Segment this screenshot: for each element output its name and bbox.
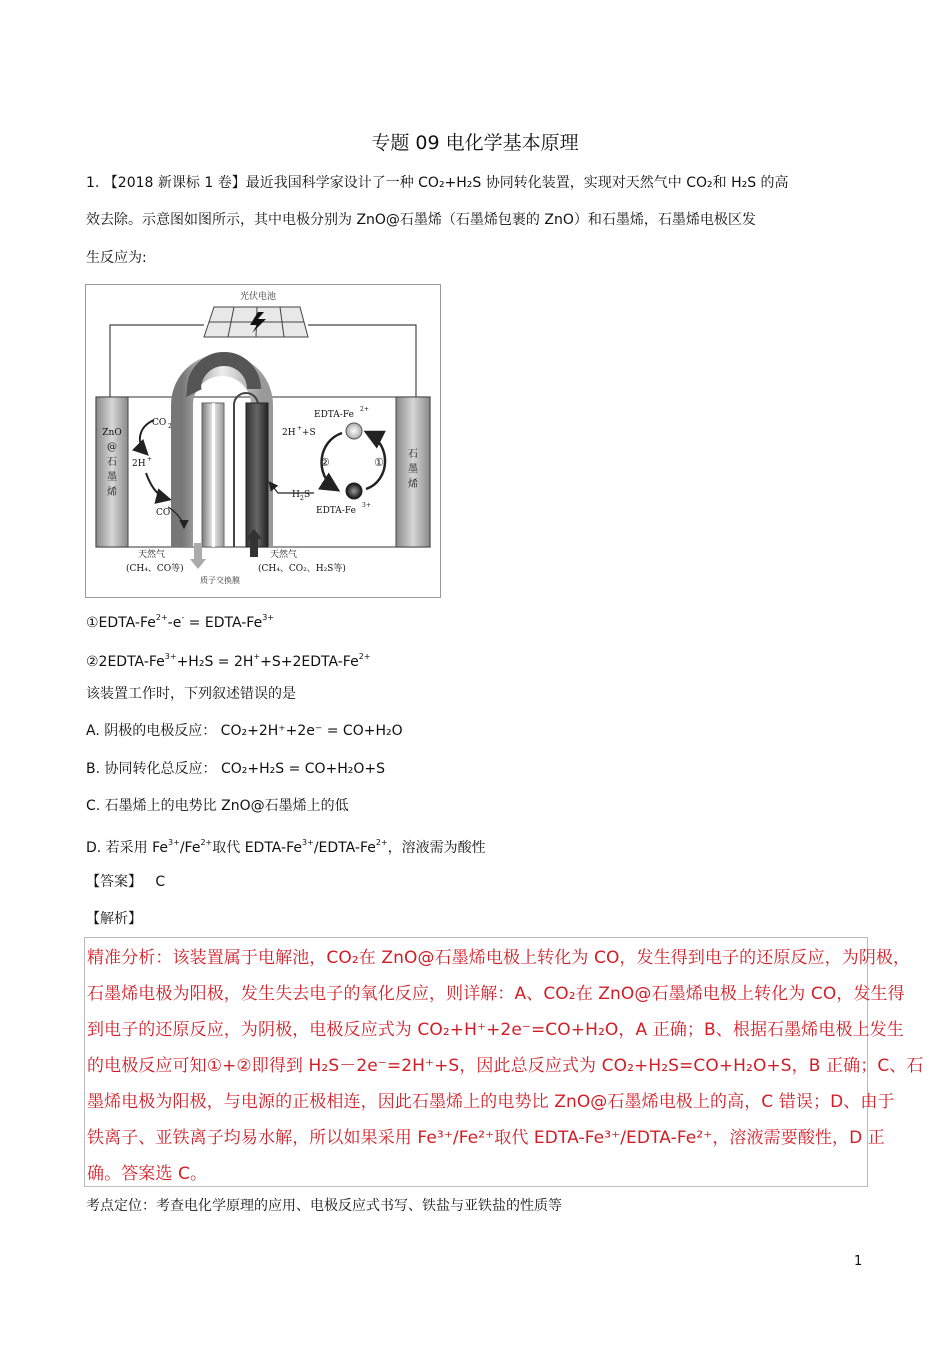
electrochemical-device-figure xyxy=(85,284,441,598)
svg-text:质子交换膜: 质子交换膜 xyxy=(200,576,240,585)
svg-text:2+: 2+ xyxy=(360,406,369,413)
reaction-1: ①EDTA-$Fe^{2+}-e^-$ = EDTA-$Fe^{3+}$ xyxy=(86,613,274,631)
svg-text:+S: +S xyxy=(302,428,316,438)
svg-text:(CH₄、CO₂、H₂S等): (CH₄、CO₂、H₂S等) xyxy=(258,564,346,574)
svg-text:ZnO: ZnO xyxy=(102,428,122,438)
svg-text:H: H xyxy=(292,490,300,500)
svg-text:①: ① xyxy=(374,456,384,469)
svg-text:S: S xyxy=(304,490,311,500)
svg-text:石: 石 xyxy=(107,457,117,468)
analysis-line: 确。答案选 C。 xyxy=(87,1164,208,1184)
question-ask: 该装置工作时，下列叙述错误的是 xyxy=(86,686,296,702)
analysis-box xyxy=(84,937,924,1187)
answer-label: 【答案】 xyxy=(86,874,142,890)
svg-text:@: @ xyxy=(107,442,117,453)
svg-text:+: + xyxy=(147,456,153,463)
svg-text:②: ② xyxy=(320,456,330,469)
kaodian: 考点定位：考查电化学原理的应用、电极反应式书写、铁盐与亚铁盐的性质等 xyxy=(86,1198,562,1214)
analysis-line: 的电极反应可知①+②即得到 H₂S－2e⁻=2H⁺+S，因此总反应式为 CO₂+H₂S=CO+H₂O+S，B 正确；C、石 xyxy=(87,1056,924,1076)
svg-text:+: + xyxy=(297,425,303,432)
analysis-line: 到电子的还原反应，为阴极，电极反应式为 CO₂+H⁺+2e⁻=CO+H₂O，A 正确；B、根据石墨烯电极上发生 xyxy=(87,1020,904,1040)
analysis-line: 铁离子、亚铁离子均易水解，所以如果采用 Fe³⁺/Fe²⁺取代 EDTA-Fe³⁺/EDTA-Fe²⁺，溶液需要酸性，D 正 xyxy=(87,1128,885,1148)
answer-row xyxy=(86,872,165,892)
svg-text:墨: 墨 xyxy=(107,472,117,483)
panel-label: 光伏电池 xyxy=(239,292,277,302)
svg-text:天然气: 天然气 xyxy=(138,550,166,560)
question-stem-line3: 生反应为: xyxy=(86,250,147,266)
svg-text:2: 2 xyxy=(168,423,172,430)
analysis-line: 精准分析：该装置属于电解池，CO₂在 ZnO@石墨烯电极上转化为 CO，发生得到电子的还原反应，为阴极， xyxy=(87,948,911,968)
svg-text:CO: CO xyxy=(156,508,171,518)
svg-text:2: 2 xyxy=(300,495,304,502)
svg-text:(CH₄、CO等): (CH₄、CO等) xyxy=(126,564,184,574)
svg-text:2H: 2H xyxy=(132,459,146,469)
svg-text:CO: CO xyxy=(152,418,167,428)
analysis-label: 【解析】 xyxy=(86,911,142,927)
answer-value: C xyxy=(155,874,166,890)
option-b: B. 协同转化总反应： CO₂+H₂S = CO+H₂O+S xyxy=(86,761,386,777)
analysis-line: 石墨烯电极为阳极，发生失去电子的氧化反应，则详解：A、CO₂在 ZnO@石墨烯电极上转化为 CO，发生得 xyxy=(87,984,905,1004)
analysis-line: 墨烯电极为阳极，与电源的正极相连，因此石墨烯上的电势比 ZnO@石墨烯电极上的高，C 错误；D、由于 xyxy=(87,1092,895,1112)
svg-text:2H: 2H xyxy=(282,428,296,438)
analysis-text xyxy=(85,938,924,1192)
page-number: 1 xyxy=(854,1254,863,1269)
reaction-2: $②2EDTA-Fe^{3+}+H_2S$ = $2H^++S+2EDTA-Fe^{2+}$ xyxy=(86,652,371,670)
svg-text:EDTA-Fe: EDTA-Fe xyxy=(314,410,354,420)
svg-text:天然气: 天然气 xyxy=(270,550,298,560)
option-a: A. 阴极的电极反应： CO₂+2H⁺+2e⁻ = CO+H₂O xyxy=(86,723,403,739)
option-d: D. 若采用 $Fe^{3+}/Fe^{2+}$取代 EDTA-$Fe^{3+}/EDTA-Fe^{2+}$，溶液需为酸性 xyxy=(86,838,486,856)
svg-text:墨: 墨 xyxy=(408,464,418,475)
svg-text:烯: 烯 xyxy=(408,479,418,490)
svg-text:烯: 烯 xyxy=(107,487,117,498)
svg-text:EDTA-Fe: EDTA-Fe xyxy=(316,506,356,516)
solar-panel-icon xyxy=(204,307,308,337)
question-stem-line1: 1. 【2018 新课标 1 卷】最近我国科学家设计了一种 CO₂+H₂S 协同转化装置，实现对天然气中 CO₂和 H₂S 的高 xyxy=(86,175,789,191)
question-stem-line2: 效去除。示意图如图所示，其中电极分别为 ZnO@石墨烯（石墨烯包裹的 ZnO）和石墨烯，石墨烯电极区发 xyxy=(86,212,756,228)
svg-text:石: 石 xyxy=(408,449,418,460)
svg-text:3+: 3+ xyxy=(362,502,371,509)
option-c: C. 石墨烯上的电势比 ZnO@石墨烯上的低 xyxy=(86,798,349,814)
page-title: 专题 09 电化学基本原理 xyxy=(371,132,579,154)
